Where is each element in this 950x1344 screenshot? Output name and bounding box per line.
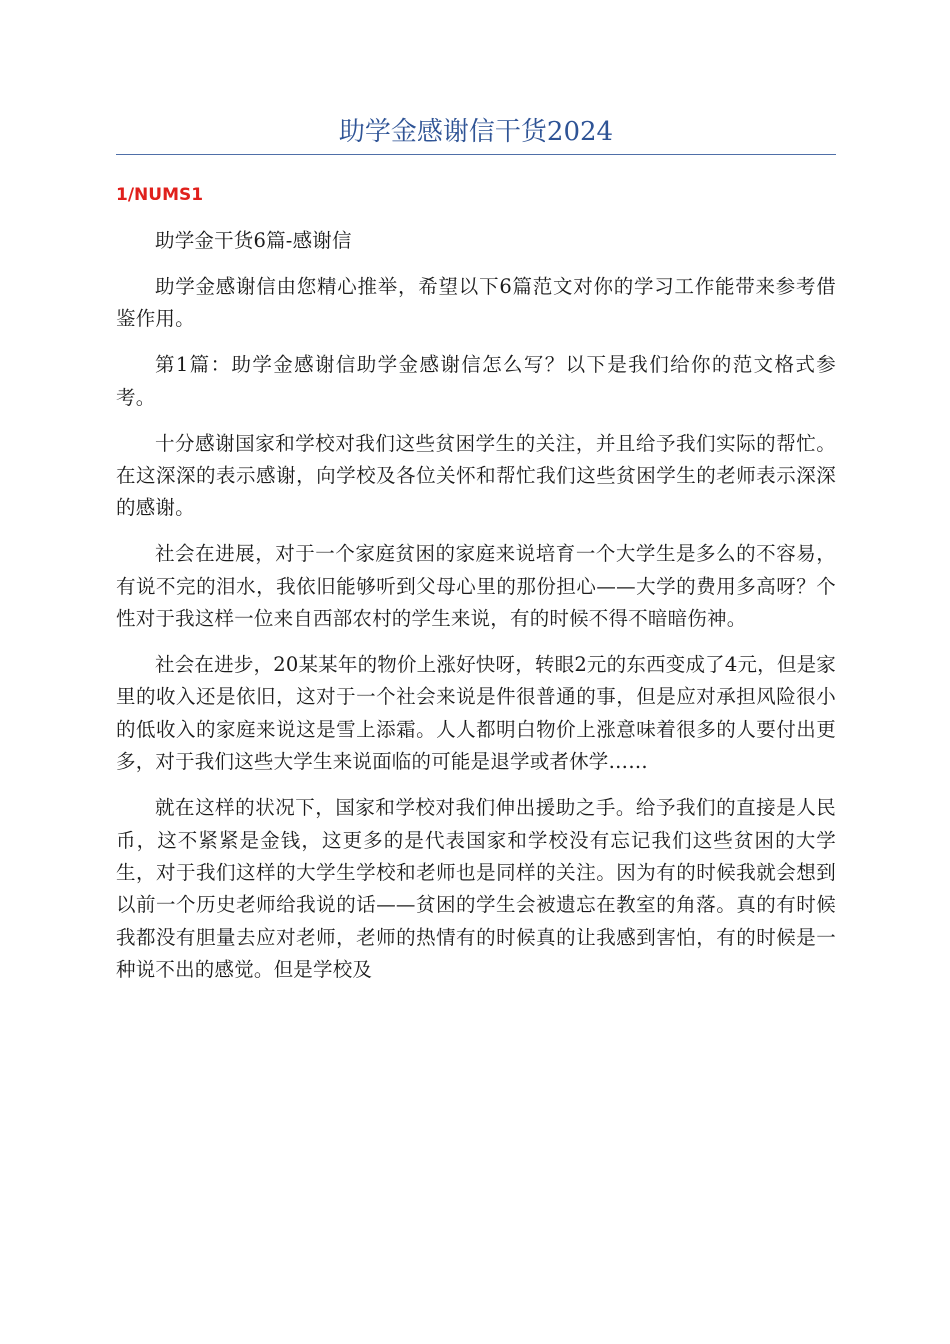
paragraph-intro: 助学金感谢信由您精心推举，希望以下6篇范文对你的学习工作能带来参考借鉴作用。 xyxy=(116,274,836,331)
paragraph-thanks: 十分感谢国家和学校对我们这些贫困学生的关注，并且给予我们实际的帮忙。在这深深的表示感谢，向学校及各位关怀和帮忙我们这些贫困学生的老师表示深深的感谢。 xyxy=(116,431,836,520)
paragraph-assistance: 就在这样的状况下，国家和学校对我们伸出援助之手。给予我们的直接是人民币，这不紧紧是金钱，这更多的是代表国家和学校没有忘记我们这些贫困的大学生，对于我们这样的大学生学校和老师也是同样的关注。因为有的时候我就会想到以前一个历史老师给我说的话——贫困的学生会被遗忘在教室的角落。真的有时候我都没有胆量去应对老师，老师的热情有的时候真的让我感到害怕，有的时候是一种说不出的感觉。但是学校及 xyxy=(116,796,836,982)
paragraph-subtitle: 助学金干货6篇-感谢信 xyxy=(155,229,352,252)
paragraph-article-1-heading: 第1篇：助学金感谢信助学金感谢信怎么写？以下是我们给你的范文格式参考。 xyxy=(116,353,836,409)
paragraph-society-progress: 社会在进步，20某某年的物价上涨好快呀，转眼2元的东西变成了4元，但是家里的收入还是依旧，这对于一个社会来说是件很普通的事，但是应对承担风险很小的低收入的家庭来说这是雪上添霜。人人都明白物价上涨意味着很多的人要付出更多，对于我们这些大学生来说面临的可能是退学或者休学…… xyxy=(116,652,836,774)
document-title: 助学金感谢信干货2024 xyxy=(338,117,614,147)
paragraph-society-development: 社会在进展，对于一个家庭贫困的家庭来说培育一个大学生是多么的不容易，有说不完的泪水，我依旧能够听到父母心里的那份担心——大学的费用多高呀？个性对于我这样一位来自西部农村的学生来说，有的时候不得不暗暗伤神。 xyxy=(116,542,836,631)
document-body xyxy=(116,225,836,1000)
title-underline xyxy=(116,154,836,155)
page-marker: 1/NUMS1 xyxy=(116,185,204,205)
